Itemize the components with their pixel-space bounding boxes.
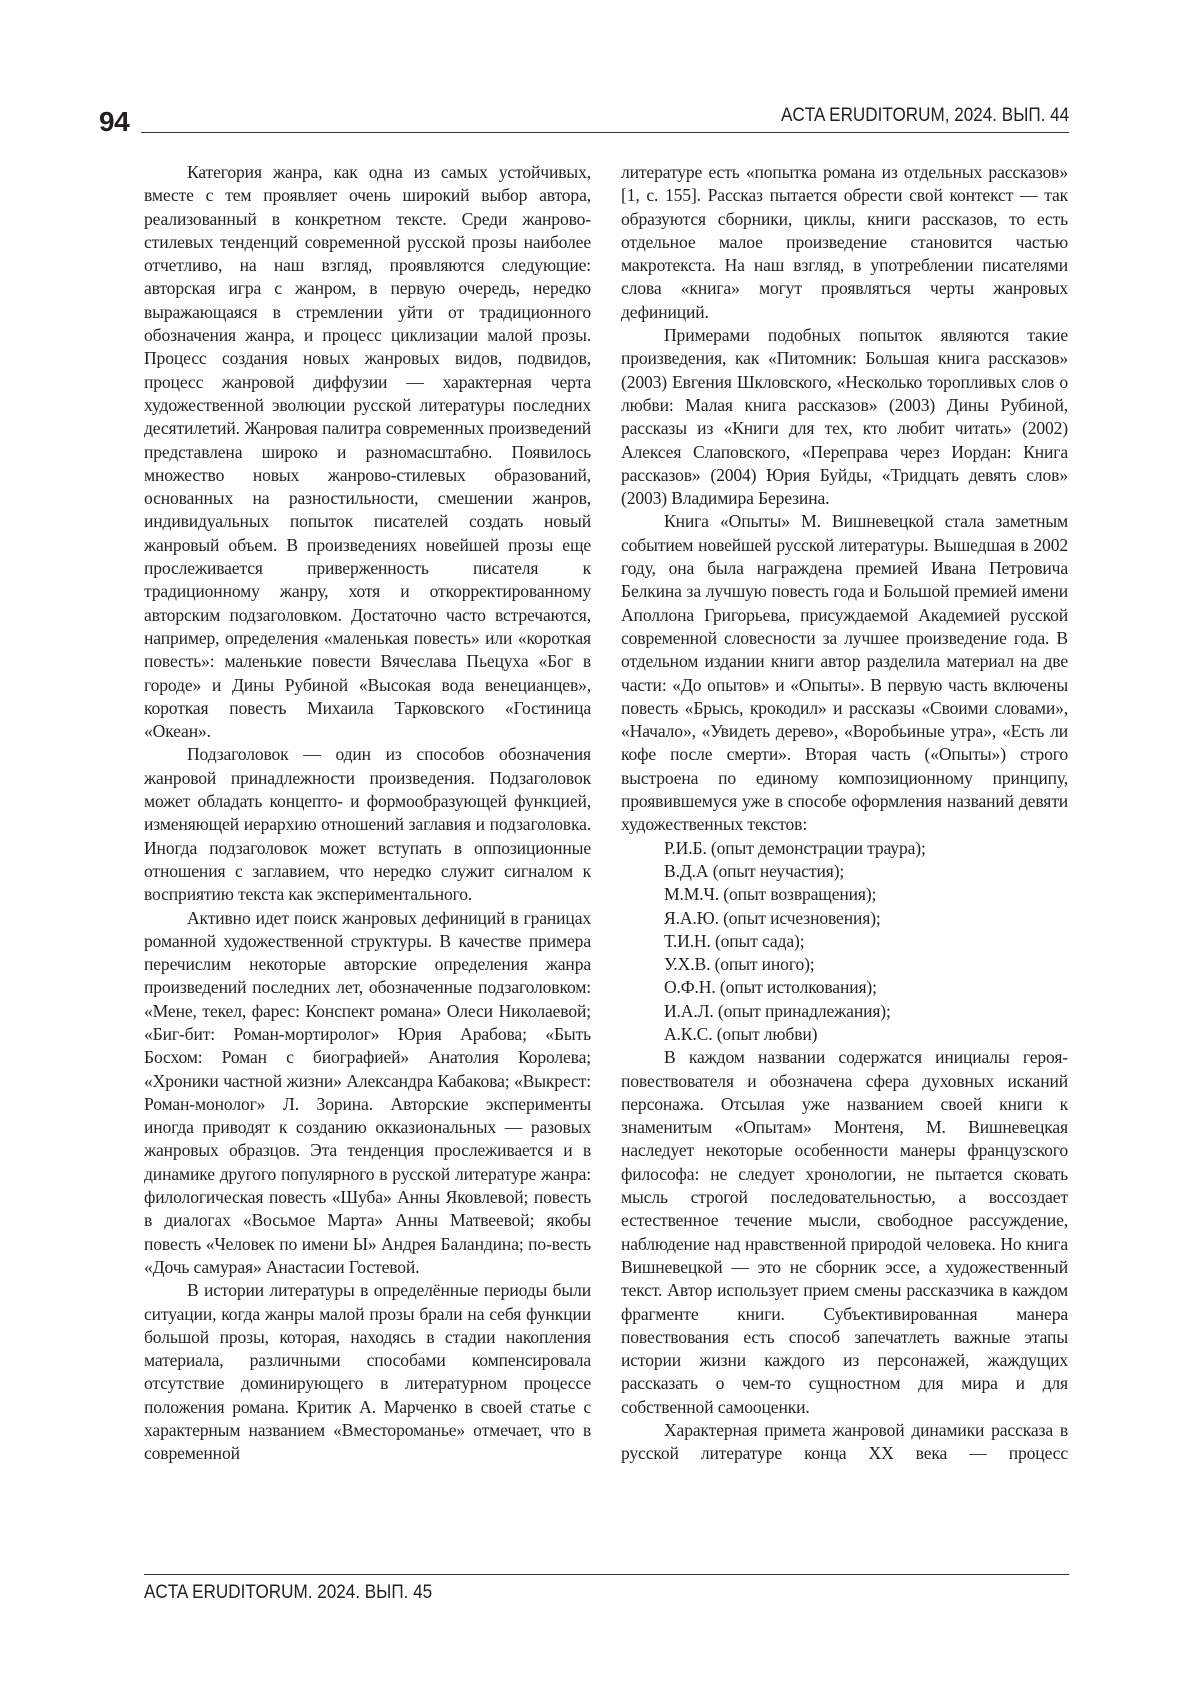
paragraph: Примерами подобных попыток являются такие произведения, как «Питомник: Большая книга рассказов» (2003) Евгения Шкловского, «Несколько торопливых слов о любви: Малая книга рассказов» (2003) Дины Рубиной, рассказы из «Книги для тех, кто любит читать» (2002) Алексея Слаповского, «Переправа через Иордан: Книга рассказов» (2004) Юрия Буйды, «Тридцать девять слов» (2003) Владимира Березина. [621, 324, 1068, 510]
footer-rule [144, 1574, 1069, 1575]
list-item: Т.И.Н. (опыт сада); [621, 930, 1068, 953]
list-item: Р.И.Б. (опыт демонстрации траура); [621, 837, 1068, 860]
list-item: А.К.С. (опыт любви) [621, 1023, 1068, 1046]
list-item: И.А.Л. (опыт принадлежания); [621, 1000, 1068, 1023]
right-column [621, 161, 1068, 1466]
initials-list [621, 837, 1068, 1047]
paragraph-continuation: литературе есть «попытка романа из отдельных рассказов» [1, с. 155]. Рассказ пытается обрести свой контекст — так образуются сборники, циклы, книги рассказов, то есть отдельное малое произведение становится частью макротекста. На наш взгляд, в употреблении писателями слова «книга» могут проявляться черты жанровых дефиниций. [621, 161, 1068, 324]
paragraph: Активно идет поиск жанровых дефиниций в границах романной художественной структуры. В качестве примера перечислим некоторые авторские определения жанра произведений последних лет, обозначенные подзаголовком: «Мене, текел, фарес: Конспект романа» Олеси Николаевой; «Биг-бит: Роман-мортиролог» Юрия Арабова; «Быть Босхом: Роман с биографией» Анатолия Королева; «Хроники частной жизни» Александра Кабакова; «Выкрест: Роман-монолог» Л. Зорина. Авторские эксперименты иногда приводят к созданию окказиональных — разовых жанровых образцов. Эта тенденция прослеживается и в динамике другого популярного в русской литературе жанра: филологическая повесть «Шуба» Анны Яковлевой; повесть в диалогах «Восьмое Марта» Анны Матвеевой; якобы повесть «Человек по имени Ы» Андрея Баландина; по-весть «Дочь самурая» Анастасии Гостевой. [144, 907, 591, 1280]
running-head: ACTA ERUDITORUM, 2024. ВЫП. 44 [781, 105, 1069, 127]
footer-journal-title: ACTA ERUDITORUM. 2024. ВЫП. 45 [144, 1582, 432, 1604]
paragraph: В каждом названии содержатся инициалы героя-повествователя и обозначена сфера духовных исканий персонажа. Отсылая уже названием своей книги к знаменитым «Опытам» Монтеня, М. Вишневецкая наследует некоторые особенности манеры французского философа: не следует хронологии, не пытается сковать мысль строгой последовательностью, а воссоздает естественное течение мысли, свободное рассуждение, наблюдение над нравственной природой человека. Но книга Вишневецкой — это не сборник эссе, а художественный текст. Автор использует прием смены рассказчика в каждом фрагменте книги. Субъективированная манера повествования есть способ запечатлеть важные этапы истории жизни каждого из персонажей, жаждущих рассказать о чем-то сущностном для мира и для собственной самооценки. [621, 1046, 1068, 1419]
paragraph: Категория жанра, как одна из самых устойчивых, вместе с тем проявляет очень широкий выбор автора, реализованный в конкретном тексте. Среди жанрово-стилевых тенденций современной русской прозы наиболее отчетливо, на наш взгляд, проявляются следующие: авторская игра с жанром, в первую очередь, нередко выражающаяся в стремлении уйти от традиционного обозначения жанра, и процесс циклизации малой прозы. Процесс создания новых жанровых видов, подвидов, процесс жанровой диффузии — характерная черта художественной эволюции русской литературы последних десятилетий. Жанровая палитра современных произведений представлена широко и разномасштабно. Появилось множество новых жанрово-стилевых образований, основанных на разностильности, смешении жанров, индивидуальных попыток писателей создать новый жанровый объем. В произведениях новейшей прозы еще прослеживается приверженность писателя к традиционному жанру, хотя и откорректированному авторским подзаголовком. Достаточно часто встречаются, например, определения «маленькая повесть» или «короткая повесть»: маленькие повести Вячеслава Пьецуха «Бог в городе» и Дины Рубиной «Высокая вода венецианцев», короткая повесть Михаила Тарковского «Гостиница «Океан». [144, 161, 591, 743]
list-item: У.Х.В. (опыт иного); [621, 953, 1068, 976]
list-item: Я.А.Ю. (опыт исчезновения); [621, 907, 1068, 930]
paragraph: Книга «Опыты» М. Вишневецкой стала заметным событием новейшей русской литературы. Вышедшая в 2002 году, она была награждена премией Ивана Петровича Белкина за лучшую повесть года и Большой премией имени Аполлона Григорьева, присуждаемой Академией русской современной словесности за лучшее произведение года. В отдельном издании книги автор разделила материал на две части: «До опытов» и «Опыты». В первую часть включены повесть «Брысь, крокодил» и рассказы «Своими словами», «Начало», «Увидеть дерево», «Воробьиные утра», «Есть ли кофе после смерти». Вторая часть («Опыты») строго выстроена по единому композиционному принципу, проявившемуся уже в способе оформления названий девяти художественных текстов: [621, 510, 1068, 836]
page-number: 94 [99, 106, 129, 138]
paragraph: В истории литературы в определённые периоды были ситуации, когда жанры малой прозы брали на себя функции большой прозы, которая, находясь в стадии накопления материала, различными способами компенсировала отсутствие доминирующего в литературном процессе положения романа. Критик А. Марченко в своей статье с характерным названием «Вместороманье» отмечает, что в современной [144, 1279, 591, 1465]
header-rule [141, 132, 1069, 133]
left-column [144, 161, 591, 1466]
list-item: О.Ф.Н. (опыт истолкования); [621, 976, 1068, 999]
list-item: М.М.Ч. (опыт возвращения); [621, 883, 1068, 906]
list-item: В.Д.А (опыт неучастия); [621, 860, 1068, 883]
paragraph: Подзаголовок — один из способов обозначения жанровой принадлежности произведения. Подзаголовок может обладать концепто- и формообразующей функцией, изменяющей иерархию отношений заглавия и подзаголовка. Иногда подзаголовок может вступать в оппозиционные отношения с заглавием, что нередко служит сигналом к восприятию текста как экспериментального. [144, 743, 591, 906]
paragraph: Характерная примета жанровой динамики рассказа в русской литературе конца XX века — процесс [621, 1419, 1068, 1466]
